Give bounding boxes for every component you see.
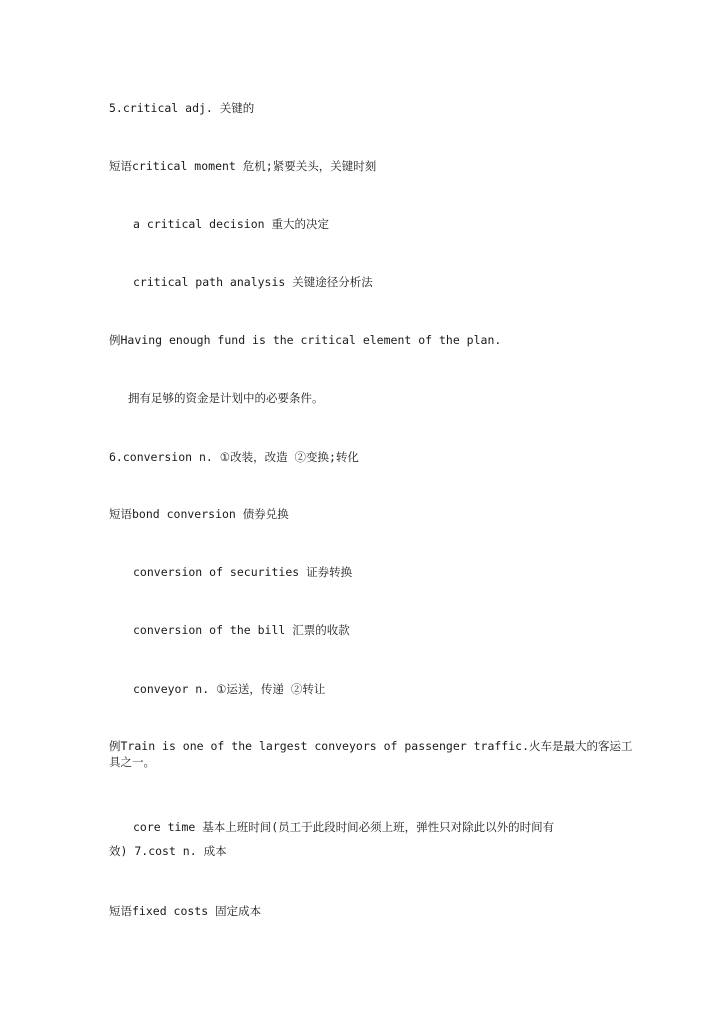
entry-core-time-line2: 效) 7.cost n. 成本 — [109, 844, 227, 858]
phrase-critical-path: critical path analysis 关键途径分析法 — [133, 275, 373, 289]
phrase-critical-moment: 短语critical moment 危机;紧要关头，关键时刻 — [109, 159, 377, 173]
example-conveyor-line2: 具之一。 — [109, 755, 155, 769]
entry-core-time-line1: core time 基本上班时间(员工于此段时间必须上班，弹性只对除此以外的时间有 — [133, 820, 555, 834]
phrase-fixed-costs: 短语fixed costs 固定成本 — [109, 904, 262, 918]
example-critical-en: 例Having enough fund is the critical element of the plan. — [109, 333, 502, 347]
entry-conveyor: conveyor n. ①运送，传递 ②转让 — [133, 682, 326, 696]
phrase-conversion-securities: conversion of securities 证券转换 — [133, 565, 353, 579]
example-conveyor-line1: 例Train is one of the largest conveyors of passenger traffic.火车是最大的客运工 — [109, 739, 633, 753]
entry-critical-heading: 5.critical adj. 关键的 — [109, 101, 255, 115]
phrase-conversion-bill: conversion of the bill 汇票的收款 — [133, 623, 350, 637]
entry-conversion-heading: 6.conversion n. ①改装，改造 ②变换;转化 — [109, 450, 359, 464]
phrase-bond-conversion: 短语bond conversion 债券兑换 — [109, 507, 289, 521]
phrase-critical-decision: a critical decision 重大的决定 — [133, 217, 329, 231]
example-critical-zh: 拥有足够的资金是计划中的必要条件。 — [128, 391, 324, 405]
